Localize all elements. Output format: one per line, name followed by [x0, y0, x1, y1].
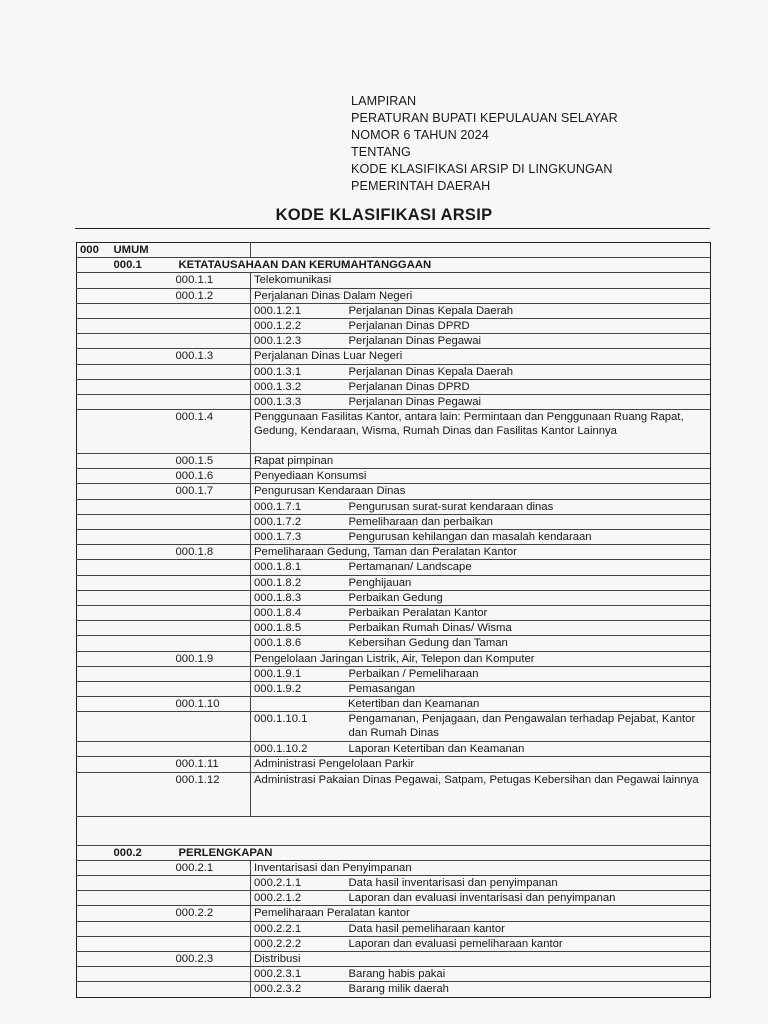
empty-cell [77, 454, 111, 469]
table-row [77, 545, 711, 560]
row-code: 000.1.8.5 [251, 621, 346, 636]
empty-cell [77, 712, 111, 742]
row-code: 000.1.12 [173, 772, 251, 816]
empty-cell [173, 334, 251, 349]
empty-cell [111, 967, 173, 982]
empty-cell [111, 303, 173, 318]
table-row [77, 876, 711, 891]
table-row [77, 860, 711, 875]
empty-cell [77, 469, 111, 484]
row-code: 000.1.3.3 [251, 394, 346, 409]
empty-cell [111, 499, 173, 514]
empty-cell [77, 951, 111, 966]
table-row [77, 530, 711, 545]
row-label: Perjalanan Dinas Luar Negeri [251, 349, 711, 364]
empty-cell [173, 303, 251, 318]
table-row [77, 921, 711, 936]
empty-cell [173, 499, 251, 514]
row-code: 000.1 [111, 258, 173, 273]
empty-cell [173, 379, 251, 394]
row-label: Perjalanan Dinas Dalam Negeri [251, 288, 711, 303]
row-label: Data hasil pemeliharaan kantor [346, 921, 711, 936]
empty-cell [111, 936, 173, 951]
empty-cell [173, 636, 251, 651]
empty-cell [77, 921, 111, 936]
row-code: 000.2.1.1 [251, 876, 346, 891]
table-row [77, 845, 711, 860]
empty-cell [77, 499, 111, 514]
row-label: Barang milik daerah [346, 982, 711, 997]
empty-cell [77, 906, 111, 921]
empty-cell [173, 364, 251, 379]
empty-cell [77, 394, 111, 409]
table-row [77, 560, 711, 575]
row-label: Perbaikan Peralatan Kantor [346, 605, 711, 620]
empty-cell [111, 590, 173, 605]
row-label: KETATAUSAHAAN DAN KERUMAHTANGGAAN [173, 258, 711, 273]
row-label: Barang habis pakai [346, 967, 711, 982]
table-row [77, 243, 711, 258]
row-code: 000.1.3 [173, 349, 251, 364]
empty-cell [111, 560, 173, 575]
empty-cell [77, 575, 111, 590]
table-row [77, 318, 711, 333]
row-code: 000.1.3.1 [251, 364, 346, 379]
empty-cell [111, 681, 173, 696]
row-code: 000.2.1 [173, 860, 251, 875]
row-label: Administrasi Pakaian Dinas Pegawai, Satpam, Petugas Kebersihan dan Pegawai lainnya [251, 772, 711, 816]
empty-cell [111, 469, 173, 484]
row-label: Perjalanan Dinas Pegawai [346, 334, 711, 349]
document-title: KODE KLASIFIKASI ARSIP [275, 206, 493, 224]
header-line: PERATURAN BUPATI KEPULAUAN SELAYAR [351, 111, 618, 125]
empty-cell [77, 410, 111, 454]
empty-cell [111, 921, 173, 936]
table-row [77, 651, 711, 666]
table-row [77, 349, 711, 364]
document-header [351, 93, 618, 195]
empty-cell [111, 757, 173, 772]
row-label: Laporan dan evaluasi pemeliharaan kantor [346, 936, 711, 951]
empty-cell [111, 906, 173, 921]
row-code: 000.1.2.1 [251, 303, 346, 318]
table-row [77, 454, 711, 469]
table-row [77, 469, 711, 484]
empty-cell [111, 575, 173, 590]
row-label: Penyediaan Konsumsi [251, 469, 711, 484]
table-row [77, 394, 711, 409]
empty-cell [77, 757, 111, 772]
empty-cell [173, 514, 251, 529]
row-code: 000.1.5 [173, 454, 251, 469]
row-code: 000.1.4 [173, 410, 251, 454]
row-code: 000.1.11 [173, 757, 251, 772]
empty-cell [77, 605, 111, 620]
row-code: 000.1.2.2 [251, 318, 346, 333]
row-code: 000.1.2.3 [251, 334, 346, 349]
empty-cell [77, 303, 111, 318]
table-row [77, 379, 711, 394]
table-row [77, 575, 711, 590]
row-code: 000 [77, 243, 111, 258]
empty-cell [111, 288, 173, 303]
empty-cell [173, 921, 251, 936]
empty-cell [77, 545, 111, 560]
row-label: Penghijauan [346, 575, 711, 590]
row-code: 000.1.9 [173, 651, 251, 666]
empty-cell [173, 967, 251, 982]
empty-cell [77, 288, 111, 303]
table-row [77, 742, 711, 757]
header-line: TENTANG [351, 145, 411, 159]
empty-cell [77, 697, 111, 712]
row-code: 000.1.7.1 [251, 499, 346, 514]
table-row [77, 258, 711, 273]
empty-cell [173, 891, 251, 906]
classification-table [76, 242, 711, 998]
empty-cell [346, 243, 711, 258]
empty-cell [111, 514, 173, 529]
header-line: PEMERINTAH DAERAH [351, 179, 491, 193]
row-label: Penggunaan Fasilitas Kantor, antara lain: Permintaan dan Penggunaan Ruang Rapat, Gedung, Kendaraan, Wisma, Rumah Dinas dan Fasilitas Kantor Lainnya [251, 410, 711, 454]
row-code: 000.1.8.1 [251, 560, 346, 575]
row-code: 000.1.7 [173, 484, 251, 499]
header-line: KODE KLASIFIKASI ARSIP DI LINGKUNGAN [351, 162, 613, 176]
empty-cell [111, 697, 173, 712]
row-label: Perjalanan Dinas DPRD [346, 379, 711, 394]
table-row [77, 982, 711, 997]
empty-cell [251, 243, 346, 258]
row-code: 000.1.10 [173, 697, 251, 712]
table-row [77, 273, 711, 288]
row-code: 000.1.8.3 [251, 590, 346, 605]
title-underline [75, 228, 710, 229]
table-row [77, 484, 711, 499]
empty-cell [111, 379, 173, 394]
empty-cell [77, 590, 111, 605]
empty-cell [77, 666, 111, 681]
row-label: Laporan Ketertiban dan Keamanan [346, 742, 711, 757]
row-label: Ketertiban dan Keamanan [251, 697, 711, 712]
row-label: Pertamanan/ Landscape [346, 560, 711, 575]
empty-cell [111, 318, 173, 333]
row-code: 000.2 [111, 845, 173, 860]
table-row [77, 906, 711, 921]
row-code: 000.2.3.2 [251, 982, 346, 997]
row-code: 000.1.8 [173, 545, 251, 560]
empty-cell [111, 982, 173, 997]
row-label: PERLENGKAPAN [173, 845, 711, 860]
empty-cell [111, 273, 173, 288]
row-label: Perbaikan / Pemeliharaan [346, 666, 711, 681]
empty-cell [111, 349, 173, 364]
empty-cell [77, 651, 111, 666]
empty-cell [173, 982, 251, 997]
empty-cell [173, 936, 251, 951]
empty-cell [111, 484, 173, 499]
empty-cell [111, 621, 173, 636]
empty-cell [77, 876, 111, 891]
empty-cell [173, 590, 251, 605]
empty-cell [77, 334, 111, 349]
empty-cell [173, 575, 251, 590]
table-row [77, 514, 711, 529]
table-row [77, 757, 711, 772]
empty-cell [173, 243, 251, 258]
empty-cell [173, 560, 251, 575]
row-label: Telekomunikasi [251, 273, 711, 288]
empty-cell [77, 891, 111, 906]
empty-cell [173, 621, 251, 636]
row-code: 000.1.1 [173, 273, 251, 288]
row-label: Pengamanan, Penjagaan, dan Pengawalan terhadap Pejabat, Kantor dan Rumah Dinas [346, 712, 711, 742]
table-row [77, 936, 711, 951]
table-row [77, 621, 711, 636]
table-row [77, 666, 711, 681]
empty-cell [111, 876, 173, 891]
row-code: 000.1.6 [173, 469, 251, 484]
empty-cell [77, 772, 111, 816]
row-code: 000.1.2 [173, 288, 251, 303]
row-label: Rapat pimpinan [251, 454, 711, 469]
row-label: Pengurusan Kendaraan Dinas [251, 484, 711, 499]
table-row [77, 364, 711, 379]
row-code: 000.1.8.4 [251, 605, 346, 620]
empty-cell [111, 712, 173, 742]
empty-cell [111, 394, 173, 409]
row-label: Perbaikan Rumah Dinas/ Wisma [346, 621, 711, 636]
table-row [77, 891, 711, 906]
table-row [77, 499, 711, 514]
row-code: 000.1.3.2 [251, 379, 346, 394]
row-code: 000.2.1.2 [251, 891, 346, 906]
table-row [77, 334, 711, 349]
empty-cell [111, 454, 173, 469]
row-code: 000.1.10.1 [251, 712, 346, 742]
row-label: Pengurusan kehilangan dan masalah kendaraan [346, 530, 711, 545]
table-row [77, 772, 711, 816]
row-code: 000.1.9.2 [251, 681, 346, 696]
table-row [77, 681, 711, 696]
table-row [77, 590, 711, 605]
row-code: 000.1.7.3 [251, 530, 346, 545]
row-label: Data hasil inventarisasi dan penyimpanan [346, 876, 711, 891]
empty-cell [173, 605, 251, 620]
empty-cell [77, 484, 111, 499]
empty-cell [77, 967, 111, 982]
empty-cell [77, 273, 111, 288]
table-row [77, 636, 711, 651]
empty-cell [77, 636, 111, 651]
empty-cell [77, 936, 111, 951]
empty-cell [111, 334, 173, 349]
empty-cell [111, 605, 173, 620]
row-label: UMUM [111, 243, 173, 258]
table-row [77, 712, 711, 742]
empty-cell [111, 951, 173, 966]
row-label: Pemeliharaan Gedung, Taman dan Peralatan Kantor [251, 545, 711, 560]
empty-cell [77, 349, 111, 364]
empty-cell [77, 982, 111, 997]
row-label: Pemeliharaan Peralatan kantor [251, 906, 711, 921]
empty-cell [77, 530, 111, 545]
table-row [77, 967, 711, 982]
table-row [77, 410, 711, 454]
empty-cell [77, 364, 111, 379]
empty-cell [111, 636, 173, 651]
row-label: Inventarisasi dan Penyimpanan [251, 860, 711, 875]
row-code: 000.2.2 [173, 906, 251, 921]
empty-cell [111, 364, 173, 379]
empty-cell [77, 560, 111, 575]
empty-cell [173, 876, 251, 891]
empty-cell [111, 545, 173, 560]
empty-cell [77, 845, 111, 860]
empty-cell [173, 318, 251, 333]
header-line: LAMPIRAN [351, 94, 417, 108]
row-label: Administrasi Pengelolaan Parkir [251, 757, 711, 772]
row-code: 000.1.9.1 [251, 666, 346, 681]
empty-cell [77, 379, 111, 394]
row-label: Perjalanan Dinas DPRD [346, 318, 711, 333]
empty-cell [111, 772, 173, 816]
empty-cell [77, 860, 111, 875]
row-label: Pengelolaan Jaringan Listrik, Air, Telepon dan Komputer [251, 651, 711, 666]
row-code: 000.2.3.1 [251, 967, 346, 982]
empty-cell [77, 514, 111, 529]
empty-cell [111, 742, 173, 757]
empty-cell [111, 530, 173, 545]
spacer-row [77, 816, 711, 845]
empty-cell [111, 651, 173, 666]
table-row [77, 951, 711, 966]
empty-cell [77, 318, 111, 333]
empty-cell [111, 410, 173, 454]
table-row [77, 303, 711, 318]
empty-cell [77, 681, 111, 696]
empty-cell [77, 816, 711, 845]
empty-cell [173, 530, 251, 545]
row-label: Distribusi [251, 951, 711, 966]
row-label: Pengurusan surat-surat kendaraan dinas [346, 499, 711, 514]
classification-table-body [77, 243, 711, 998]
empty-cell [173, 394, 251, 409]
row-label: Perbaikan Gedung [346, 590, 711, 605]
empty-cell [77, 258, 111, 273]
empty-cell [77, 621, 111, 636]
row-code: 000.1.8.6 [251, 636, 346, 651]
row-label: Pemeliharaan dan perbaikan [346, 514, 711, 529]
row-code: 000.2.3 [173, 951, 251, 966]
empty-cell [111, 666, 173, 681]
empty-cell [77, 742, 111, 757]
row-code: 000.2.2.2 [251, 936, 346, 951]
empty-cell [173, 712, 251, 742]
row-code: 000.2.2.1 [251, 921, 346, 936]
table-row [77, 697, 711, 712]
table-row [77, 605, 711, 620]
row-label: Perjalanan Dinas Kepala Daerah [346, 364, 711, 379]
row-code: 000.1.8.2 [251, 575, 346, 590]
row-label: Perjalanan Dinas Kepala Daerah [346, 303, 711, 318]
row-code: 000.1.10.2 [251, 742, 346, 757]
row-code: 000.1.7.2 [251, 514, 346, 529]
header-line: NOMOR 6 TAHUN 2024 [351, 128, 489, 142]
empty-cell [111, 860, 173, 875]
table-row [77, 288, 711, 303]
empty-cell [173, 666, 251, 681]
row-label: Perjalanan Dinas Pegawai [346, 394, 711, 409]
row-label: Laporan dan evaluasi inventarisasi dan penyimpanan [346, 891, 711, 906]
empty-cell [111, 891, 173, 906]
empty-cell [173, 742, 251, 757]
row-label: Kebersihan Gedung dan Taman [346, 636, 711, 651]
empty-cell [173, 681, 251, 696]
row-label: Pemasangan [346, 681, 711, 696]
